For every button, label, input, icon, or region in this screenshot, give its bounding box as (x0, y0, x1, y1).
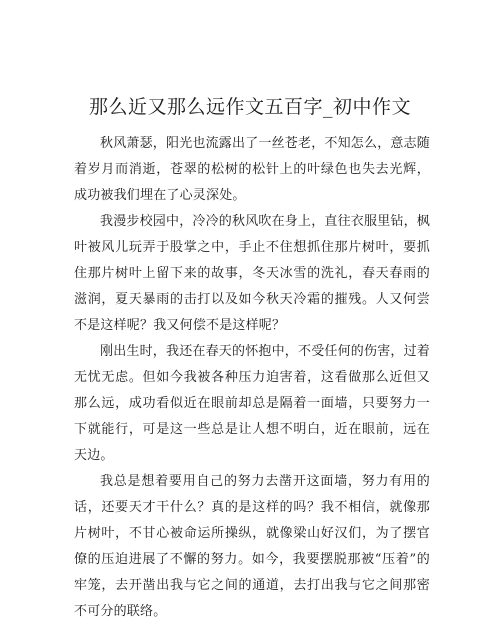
paragraph-2: 我漫步校园中，冷冷的秋风吹在身上，直往衣服里钻，枫叶被风儿玩弄于股掌之中，手止不住想抓住那片树叶，要抓住那片树叶上留下来的故事，冬天冰雪的洗礼，春天春雨的滋润，夏天暴雨的击打以及如今秋天冷霜的摧残。人又何尝不是这样呢？我又何偿不是这样呢？ (74, 214, 431, 333)
article-title: 那么近又那么远作文五百字_初中作文 (88, 96, 411, 118)
paragraph-4: 我总是想着要用自己的努力去凿开这面墙，努力有用的话，还要天才干什么？真的是这样的吗？我不相信，就像那片树叶，不甘心被命运所操纵，就像梁山好汉们，为了摆官僚的压迫进展了不懈的努力。如今，我要摆脱那被“压着”的牢笼，去开凿出我与它之间的通道，去打出我与它之间那密不可分的联络。 (74, 474, 430, 619)
paragraph-1: 秋风萧瑟，阳光也流露出了一丝苍老，不知怎么，意志随着岁月而消逝，苍翠的松树的松针上的叶绿色也失去光辉，成功被我们埋在了心灵深处。 (74, 136, 431, 203)
paragraph-3: 刚出生时，我还在春天的怀抱中，不受任何的伤害，过着无忧无虑。但如今我被各种压力迫害着，这看做那么近但又那么远，成功看似近在眼前却总是隔着一面墙，只要努力一下就能行，可是这一些总是让人想不明白，近在眼前，远在天边。 (74, 344, 431, 463)
article-body (74, 131, 430, 625)
